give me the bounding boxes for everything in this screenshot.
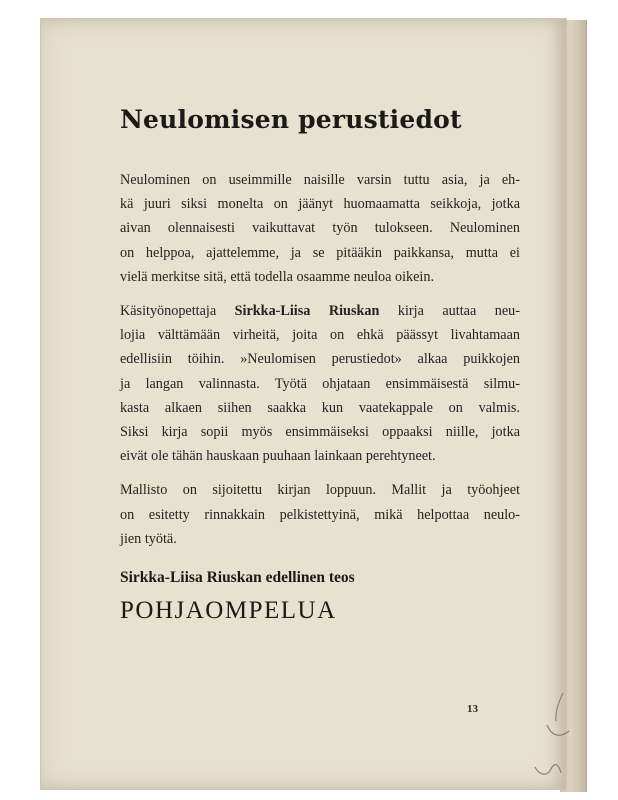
paragraph-intro bbox=[120, 168, 520, 289]
text-line: Siksi kirja sopii myös ensimmäiseksi oppaaksi niille, jotka bbox=[120, 424, 520, 441]
previous-work-label: Sirkka-Liisa Riuskan edellinen teos bbox=[120, 569, 355, 587]
text-line: on helppoa, ajattelemme, ja se pitääkin paikkansa, mutta ei bbox=[120, 244, 520, 261]
text-line: Mallisto on sijoitettu kirjan loppuun. Mallit ja työohjeet bbox=[120, 482, 520, 499]
text-line: kä juuri siksi monelta on jäänyt huomaamatta seikkoja, jotka bbox=[120, 196, 520, 213]
pencil-marks-icon bbox=[529, 691, 589, 781]
paragraph-author bbox=[120, 299, 520, 468]
text-line: jien työtä. bbox=[120, 530, 177, 547]
previous-work-title: POHJAOMPELUA bbox=[120, 597, 337, 625]
text-segment: Käsityönopettaja bbox=[120, 303, 235, 320]
text-line bbox=[120, 299, 520, 323]
text-line: edellisiin töihin. »Neulomisen perustiedot» alkaa puikkojen bbox=[120, 351, 520, 368]
text-line: ja langan valinnasta. Työtä ohjataan ensimmäisestä silmu- bbox=[120, 375, 520, 392]
text-line: Neulominen on useimmille naisille varsin tuttu asia, ja eh- bbox=[120, 172, 520, 188]
text-line: aivan olennaisesti vaikuttavat työn tulokseen. Neulominen bbox=[120, 220, 520, 237]
paragraph-patterns bbox=[120, 478, 520, 551]
page-content bbox=[120, 105, 520, 625]
text-line: lojia välttämään virheitä, joita on ehkä päässyt livahtamaan bbox=[120, 327, 520, 344]
book-page bbox=[40, 18, 567, 790]
page-number: 13 bbox=[467, 703, 478, 715]
page-title: Neulomisen perustiedot bbox=[120, 105, 462, 134]
text-segment: kirja auttaa neu- bbox=[379, 303, 520, 320]
text-line: on esitetty rinnakkain pelkistettyinä, mikä helpottaa neulo- bbox=[120, 506, 520, 523]
text-line: eivät ole tähän hauskaan puuhaan lainkaan perehtyneet. bbox=[120, 448, 436, 465]
text-line: kasta alkaen siihen saakka kun vaatekappale on valmis. bbox=[120, 399, 520, 416]
author-name: Sirkka-Liisa Riuskan bbox=[234, 303, 380, 320]
text-line: vielä merkitse sitä, että todella osaamme neuloa oikein. bbox=[120, 268, 434, 285]
